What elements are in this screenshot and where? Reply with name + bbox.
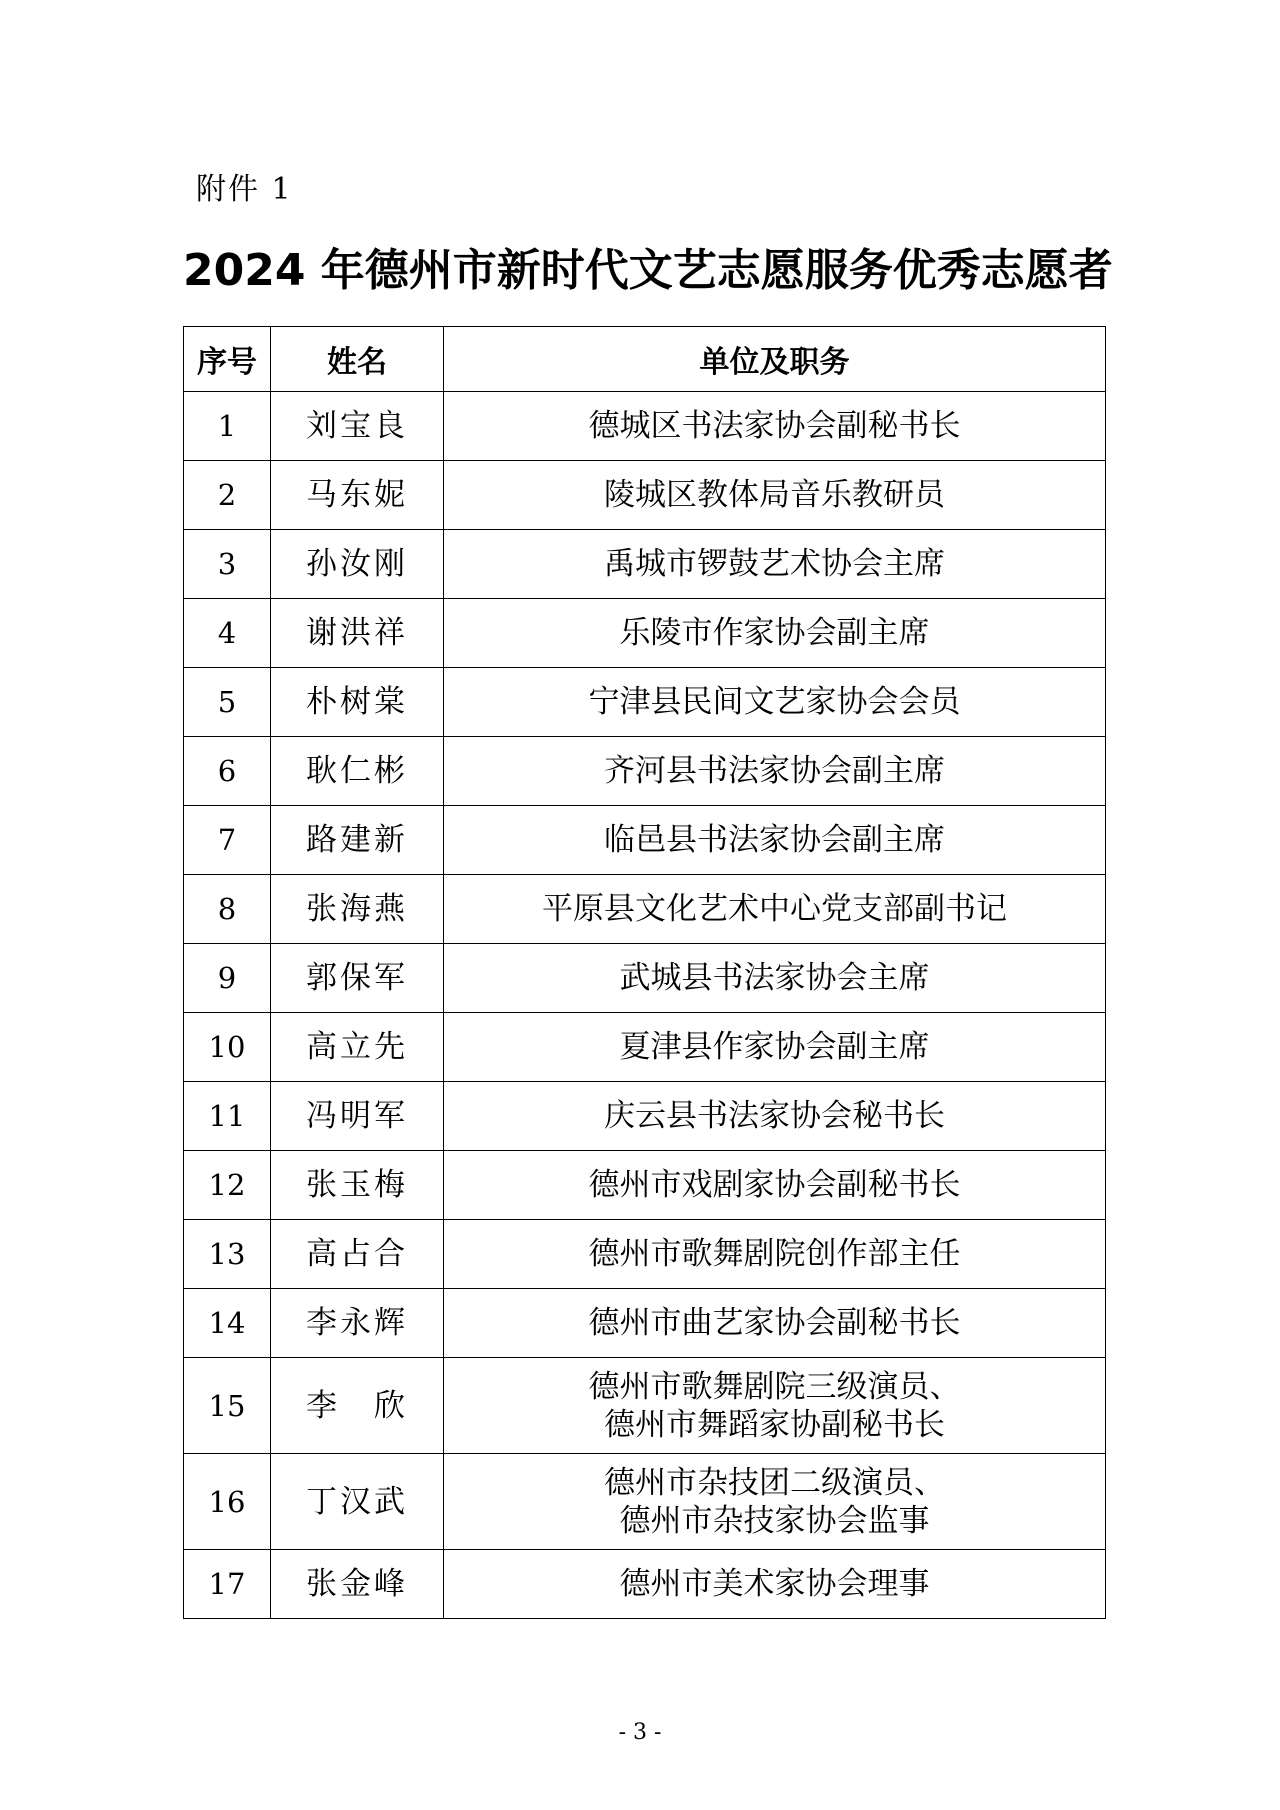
row-index: 15	[184, 1358, 271, 1454]
unit-line: 临邑县书法家协会副主席	[604, 822, 945, 858]
table-row	[184, 599, 1106, 668]
row-name: 张玉梅	[271, 1151, 444, 1220]
header-unit: 单位及职务	[444, 327, 1106, 392]
unit-line: 庆云县书法家协会秘书长	[604, 1098, 945, 1134]
row-unit	[444, 461, 1106, 530]
row-index: 2	[184, 461, 271, 530]
row-index: 1	[184, 392, 271, 461]
row-name: 马东妮	[271, 461, 444, 530]
row-name: 李永辉	[271, 1289, 444, 1358]
row-name: 高占合	[271, 1220, 444, 1289]
table-row	[184, 1082, 1106, 1151]
row-name: 高立先	[271, 1013, 444, 1082]
table-row	[184, 737, 1106, 806]
row-unit	[444, 1151, 1106, 1220]
row-unit	[444, 1550, 1106, 1619]
row-index: 8	[184, 875, 271, 944]
row-index: 17	[184, 1550, 271, 1619]
row-unit	[444, 1220, 1106, 1289]
table-row	[184, 530, 1106, 599]
row-unit	[444, 1289, 1106, 1358]
unit-line: 平原县文化艺术中心党支部副书记	[542, 891, 1007, 927]
unit-line: 齐河县书法家协会副主席	[604, 753, 945, 789]
table-row	[184, 392, 1106, 461]
table-row	[184, 806, 1106, 875]
row-name: 孙汝刚	[271, 530, 444, 599]
table-row	[184, 668, 1106, 737]
page-title: 2024 年德州市新时代文艺志愿服务优秀志愿者	[183, 245, 1113, 296]
volunteer-table	[183, 326, 1106, 1619]
table-row	[184, 1151, 1106, 1220]
row-unit	[444, 530, 1106, 599]
unit-line: 德州市杂技家协会监事	[619, 1502, 930, 1539]
attachment-label: 附件 1	[196, 172, 293, 207]
unit-line: 德州市舞蹈家协副秘书长	[604, 1406, 945, 1443]
row-unit	[444, 806, 1106, 875]
row-index: 12	[184, 1151, 271, 1220]
row-index: 5	[184, 668, 271, 737]
table-row	[184, 1550, 1106, 1619]
table-row	[184, 1358, 1106, 1454]
table-row	[184, 1013, 1106, 1082]
unit-line: 陵城区教体局音乐教研员	[604, 477, 945, 513]
row-name: 路建新	[271, 806, 444, 875]
unit-line: 德城区书法家协会副秘书长	[588, 408, 961, 444]
row-unit	[444, 875, 1106, 944]
row-index: 9	[184, 944, 271, 1013]
row-name: 张金峰	[271, 1550, 444, 1619]
row-index: 6	[184, 737, 271, 806]
header-name: 姓名	[271, 327, 444, 392]
table-row	[184, 944, 1106, 1013]
unit-line: 禹城市锣鼓艺术协会主席	[604, 546, 945, 582]
row-index: 4	[184, 599, 271, 668]
unit-line: 德州市戏剧家协会副秘书长	[588, 1167, 961, 1203]
table-row	[184, 875, 1106, 944]
row-index: 7	[184, 806, 271, 875]
row-index: 13	[184, 1220, 271, 1289]
table-header-row	[184, 327, 1106, 392]
row-index: 10	[184, 1013, 271, 1082]
row-index: 11	[184, 1082, 271, 1151]
row-unit	[444, 1358, 1106, 1454]
page-number: - 3 -	[618, 1720, 662, 1745]
unit-line: 宁津县民间文艺家协会会员	[588, 684, 961, 720]
row-unit	[444, 1013, 1106, 1082]
header-index: 序号	[184, 327, 271, 392]
unit-line: 德州市曲艺家协会副秘书长	[588, 1305, 961, 1341]
row-unit	[444, 668, 1106, 737]
unit-line: 乐陵市作家协会副主席	[619, 615, 930, 651]
table-row	[184, 1289, 1106, 1358]
table-row	[184, 461, 1106, 530]
row-unit	[444, 944, 1106, 1013]
row-name: 郭保军	[271, 944, 444, 1013]
row-name: 张海燕	[271, 875, 444, 944]
row-unit	[444, 737, 1106, 806]
row-index: 14	[184, 1289, 271, 1358]
unit-line: 德州市歌舞剧院创作部主任	[588, 1236, 961, 1272]
row-index: 3	[184, 530, 271, 599]
unit-line: 德州市美术家协会理事	[619, 1566, 930, 1602]
unit-line: 德州市杂技团二级演员、	[604, 1464, 945, 1501]
table-row	[184, 1220, 1106, 1289]
row-unit	[444, 392, 1106, 461]
row-name: 谢洪祥	[271, 599, 444, 668]
unit-line: 德州市歌舞剧院三级演员、	[588, 1368, 961, 1405]
unit-line: 武城县书法家协会主席	[619, 960, 930, 996]
unit-line: 夏津县作家协会副主席	[619, 1029, 930, 1065]
row-unit	[444, 1082, 1106, 1151]
row-name: 丁汉武	[271, 1454, 444, 1550]
table-row	[184, 1454, 1106, 1550]
row-index: 16	[184, 1454, 271, 1550]
row-unit	[444, 599, 1106, 668]
row-name: 刘宝良	[271, 392, 444, 461]
row-name: 李 欣	[271, 1358, 444, 1454]
row-name: 耿仁彬	[271, 737, 444, 806]
row-unit	[444, 1454, 1106, 1550]
row-name: 朴树棠	[271, 668, 444, 737]
row-name: 冯明军	[271, 1082, 444, 1151]
